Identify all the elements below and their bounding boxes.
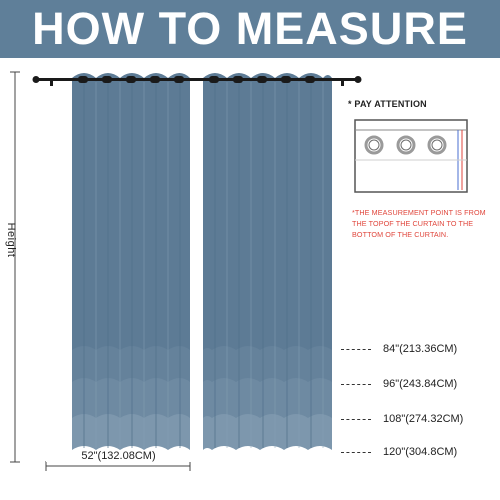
height-dimension-line — [10, 72, 20, 462]
dash-line — [341, 384, 371, 385]
curtain-left-panel — [72, 73, 190, 450]
width-label: 52"(132.08CM) — [46, 450, 191, 462]
grommet-detail-diagram — [355, 120, 467, 192]
attention-title: * PAY ATTENTION — [348, 99, 427, 109]
height-label: Height — [5, 222, 17, 258]
page-title: HOW TO MEASURE — [32, 3, 468, 54]
length-label-108: 108"(274.32CM) — [341, 413, 463, 425]
length-label-120: 120"(304.8CM) — [341, 446, 457, 458]
dash-line — [341, 419, 371, 420]
dash-line — [341, 349, 371, 350]
curtain-right-panel — [203, 73, 332, 450]
length-label-84: 84"(213.36CM) — [341, 343, 457, 355]
width-dimension-line — [46, 461, 190, 471]
attention-note: *THE MEASUREMENT POINT IS FROM THE TOPOF THE CURTAIN TO THE BOTTOM OF THE CURTAIN. — [352, 208, 486, 239]
dash-line — [341, 452, 371, 453]
length-label-96: 96"(243.84CM) — [341, 378, 457, 390]
